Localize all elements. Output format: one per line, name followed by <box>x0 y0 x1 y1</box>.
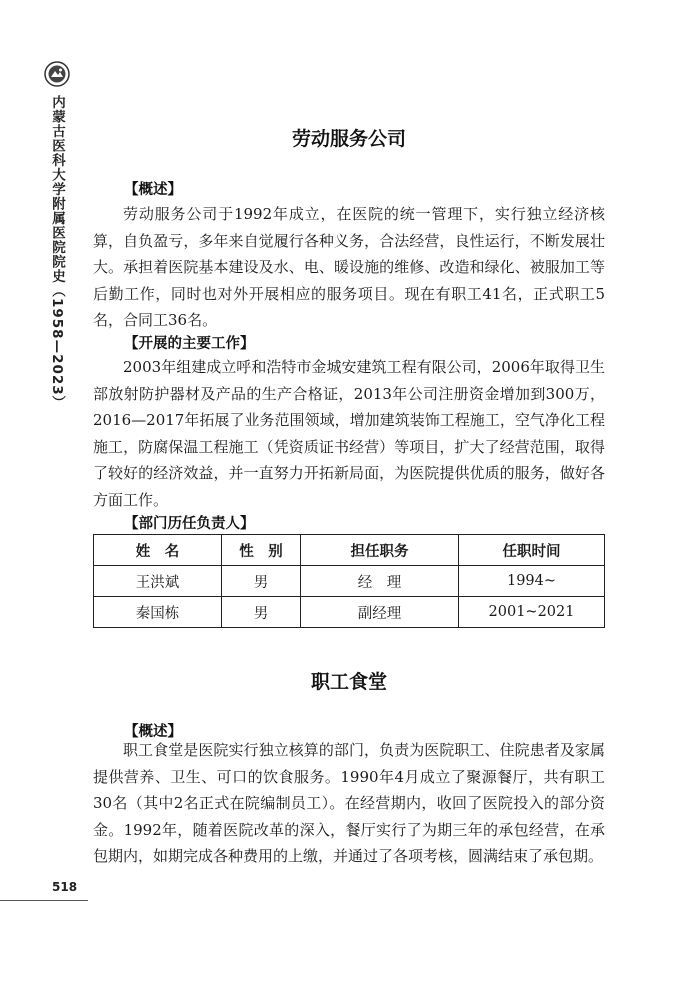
header-position: 担任职务 <box>301 535 459 566</box>
table-row <box>94 597 605 628</box>
main-work-paragraph: 2003年组建成立呼和浩特市金城安建筑工程有限公司，2006年取得卫生部放射防护器材及产品的生产合格证，2013年公司注册资金增加到300万，2016—2017年拓展了业务范围领域，增加建筑装饰工程施工，空气净化工程施工，防腐保温工程施工（凭资质证书经营）等项目，扩大了经营范围，取得了较好的经济效益，并一直努力开拓新局面，为医院提供优质的服务，做好各方面工作。 <box>93 358 605 509</box>
page-number: 518 <box>52 880 78 894</box>
section-title-labor-service: 劳动服务公司 <box>291 128 406 150</box>
table-row <box>94 566 605 597</box>
cell-gender: 男 <box>222 566 301 597</box>
leaders-table <box>93 534 605 628</box>
cell-name: 王洪斌 <box>94 566 222 597</box>
book-title-vertical: 内蒙古医科大学附属医院院史（1958—2023） <box>49 95 65 411</box>
university-seal-icon <box>44 61 70 87</box>
cell-tenure: 2001~2021 <box>459 597 605 628</box>
footer-rule <box>0 900 88 901</box>
cell-position: 副经理 <box>301 597 459 628</box>
cell-gender: 男 <box>222 597 301 628</box>
table-header-row <box>94 535 605 566</box>
leaders-label: 【部门历任负责人】 <box>124 516 255 532</box>
overview-paragraph: 劳动服务公司于1992年成立，在医院的统一管理下，实行独立经济核算，自负盈亏，多年来自觉履行各种义务，合法经营，良性运行，不断发展壮大。承担着医院基本建设及水、电、暖设施的维修、改造和绿化、被服加工等后勤工作，同时也对外开展相应的服务项目。现在有职工41名，正式职工5名，合同工36名。 <box>93 205 605 329</box>
header-gender: 性 别 <box>222 535 301 566</box>
cell-tenure: 1994~ <box>459 566 605 597</box>
cell-position: 经 理 <box>301 566 459 597</box>
cell-name: 秦国栋 <box>94 597 222 628</box>
main-work-label: 【开展的主要工作】 <box>124 336 255 352</box>
section-title-staff-canteen: 职工食堂 <box>310 671 387 693</box>
overview-label: 【概述】 <box>124 182 182 198</box>
canteen-overview-paragraph: 职工食堂是医院实行独立核算的部门，负责为医院职工、住院患者及家属提供营养、卫生、可口的饮食服务。1990年4月成立了聚源餐厅，共有职工30名（其中2名正式在院编制员工）。在经营期内，收回了医院投入的部分资金。1992年，随着医院改革的深入，餐厅实行了为期三年的承包经营，在承包期内，如期完成各种费用的上缴，并通过了各项考核，圆满结束了承包期。 <box>93 741 605 865</box>
header-name: 姓 名 <box>94 535 222 566</box>
header-tenure: 任职时间 <box>459 535 605 566</box>
overview-label: 【概述】 <box>124 724 182 740</box>
